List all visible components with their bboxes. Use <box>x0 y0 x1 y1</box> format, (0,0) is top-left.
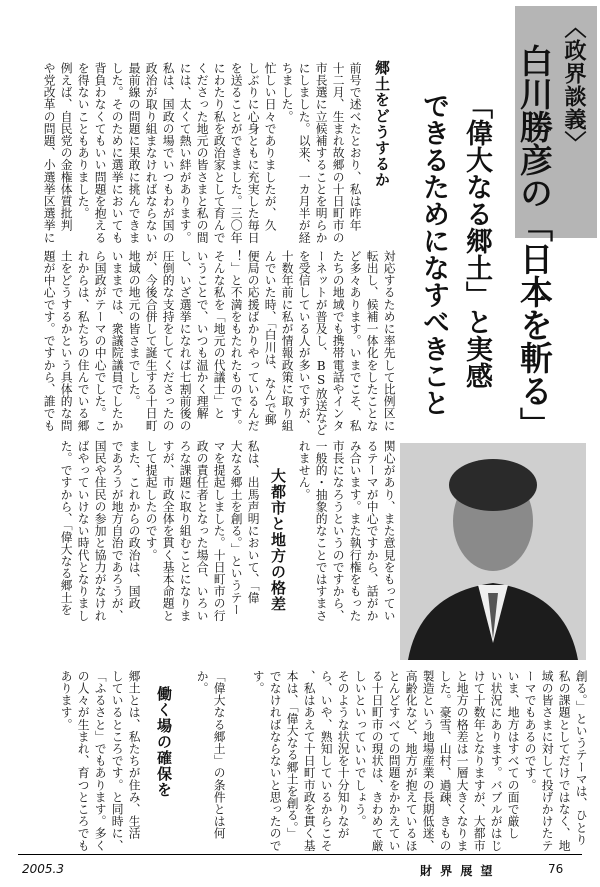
text-line: しているところです。と同時に、 <box>110 670 125 852</box>
text-line: 便局の応援ばかりやっているんだ <box>246 250 261 432</box>
text-line: 高齢化など、地方が抱えているほ <box>404 670 419 852</box>
portrait-image <box>400 443 586 660</box>
text-line: る十日町市の現状は、きわめて厳 <box>370 670 385 852</box>
text-line: あります。 <box>59 670 74 731</box>
text-line: ちました。 <box>280 62 295 123</box>
text-line: 忙しい日々でありましたが、久 <box>263 62 278 232</box>
text-line: した。そのために選挙においても <box>110 62 125 244</box>
text-line: たちの地域でも携帯電話やインタ <box>331 250 346 432</box>
series-label: 〈政界談義〉 <box>561 16 586 154</box>
article-subtitle-1: 「偉大なる郷土」と実感 <box>461 92 492 389</box>
text-line: ら国政がテーマの中心でした。こ <box>93 250 108 432</box>
text-line: 製造という地場産業の長期低迷、 <box>421 670 436 852</box>
text-line: 「ふるさと」でもあります。多く <box>93 670 108 852</box>
text-line: れからは、私たちの住んでいる郷 <box>76 250 91 432</box>
article-subtitle-2: できるためになすべきこと <box>418 92 449 416</box>
text-line: には、太くて熱い絆があります。 <box>178 62 193 244</box>
text-line: 転出し、候補一体化をしたことな <box>365 250 380 432</box>
text-line: 土をどうするかという具体的な問 <box>59 250 74 432</box>
text-line: にしました。以来、一カ月半が経 <box>297 62 312 244</box>
text-line: を得ないこともありました。 <box>76 62 91 220</box>
text-line: るテーマが中心ですから、話がか <box>365 440 380 622</box>
text-line: 関心があり、また意見をもってい <box>382 440 397 622</box>
text-line: ばやっていけない時代となりまし <box>76 440 91 622</box>
page-number: 76 <box>548 862 564 876</box>
text-line: すが、市政全体を貫く基本命題と <box>161 440 176 622</box>
text-line: を送ることができました。三〇年 <box>229 62 244 244</box>
text-line: の人々が生まれ、育つところでも <box>76 670 91 852</box>
text-line: 一般的・抽象的なことではすまさ <box>314 440 329 622</box>
text-line: 私は、出馬声明において、「偉 <box>246 440 261 604</box>
text-line: 対応するために率先して比例区に <box>382 250 397 432</box>
text-line: を受信している人が多いですが、 <box>297 250 312 432</box>
text-line: 例えば、自民党の金権体質批判 <box>59 62 74 232</box>
text-line: み合います。また執行権をもった <box>348 440 363 622</box>
text-line: ろな課題に取り組むことになりま <box>178 440 193 622</box>
text-line: れません。 <box>297 440 312 501</box>
text-line: んでいた時、「白川は、なんで郵 <box>263 250 278 426</box>
text-line: 題が中心です。ですから、誰でも <box>42 250 57 432</box>
text-line: いま、地方はすべての面で厳し <box>506 670 521 840</box>
text-line: でなければならないと思ったので <box>268 670 283 852</box>
text-line: そんな私を「地元の代議士」と <box>212 250 227 420</box>
text-line: しいといっていいでしょう。 <box>353 670 368 828</box>
text-line: 、私はあえて十日町市政を貫く基 <box>302 670 317 852</box>
section-heading-1: 郷土をどうするか <box>373 60 391 188</box>
text-line: いままでは、衆議院議員でしたか <box>110 250 125 432</box>
text-line: にわたり私を政治家として育んで <box>212 62 227 244</box>
text-line: 背負わなくてもいい問題を抱える <box>93 62 108 244</box>
text-line: ！」と不満をもたれたものです。 <box>229 250 244 432</box>
text-line: 私の課題としてだけではなく、地 <box>557 670 572 852</box>
text-line: そのような状況を十分知りなが <box>336 670 351 840</box>
text-line: ら、いや、熟知しているからこそ <box>319 670 334 852</box>
text-line: 市長選に立候補することを明らか <box>314 62 329 244</box>
text-line: ーネットが普及し、BS放送など <box>314 250 329 436</box>
text-line: 最前線の問題に果敢に挑んできま <box>127 62 142 244</box>
footer-rule <box>18 854 582 855</box>
text-line: と地方の格差は一層大きくなりま <box>455 670 470 852</box>
text-line: 域の皆さまに対して投げかけたテ <box>540 670 555 852</box>
text-line: ど多々あります。いまでこそ、私 <box>348 250 363 432</box>
text-line: た。ですから、「偉大なる郷土を <box>59 440 74 616</box>
article-title: 白川勝彦の「日本を斬る」 <box>515 44 554 440</box>
text-line: 地域の地元の皆さまでした。 <box>127 250 142 408</box>
text-line: しぶりに心身ともに充実した毎日 <box>246 62 261 244</box>
text-line: 十数年前に私が情報政策に取り組 <box>280 250 295 432</box>
text-line: ーマでもあるのです。 <box>523 670 538 791</box>
text-line: し、いざ選挙になれば七割前後の <box>178 250 193 432</box>
text-line: いうことで、いつも温かく理解 <box>195 250 210 420</box>
text-line: か。 <box>195 670 210 695</box>
text-line: 「偉大なる郷土」の条件とは何 <box>212 670 227 840</box>
text-line: い状況にあります。バブルがはじ <box>489 670 504 852</box>
text-line: 市長になろうというのですから、 <box>331 440 346 622</box>
text-line: けて十数年となりますが、大都市 <box>472 670 487 852</box>
text-line: 国民や住民の参加と協力がなけれ <box>93 440 108 622</box>
text-line: 政の責任者となった場合、いろい <box>195 440 210 622</box>
text-line: 前号で述べたとおり、私は昨年 <box>348 62 363 232</box>
text-line: 郷土とは、私たちが住み、生活 <box>127 670 142 840</box>
text-line: や党改革の問題、小選挙区選挙に <box>42 62 57 244</box>
magazine-name: 財 界 展 望 <box>420 864 495 878</box>
section-heading-2: 大都市と地方の格差 <box>269 468 287 612</box>
text-line: 圧倒的な支持をしてくださったの <box>161 250 176 432</box>
text-line: であろうが地方自治であろうが、 <box>110 440 125 622</box>
text-line: した。豪雪、山村、過疎、きもの <box>438 670 453 852</box>
text-line: 政治が取り組まなければならない <box>144 62 159 244</box>
text-line: 本は、「偉大なる郷土を創る。」 <box>285 670 300 840</box>
text-line: す。 <box>251 670 266 695</box>
section-heading-3: 働く場の確保を <box>155 686 173 798</box>
text-line: 創る。」というテーマは、ひとり <box>574 670 589 846</box>
text-line: 十二月、生まれ故郷の十日町市の <box>331 62 346 244</box>
issue-date: 2005.3 <box>22 862 64 876</box>
text-line: 私は、国政の場でいつもわが国の <box>161 62 176 244</box>
text-line: が、今後合併して誕生する十日町 <box>144 250 159 432</box>
author-photo <box>400 443 586 660</box>
text-line: とんどすべての問題をかかえてい <box>387 670 402 852</box>
text-line: また、これからの政治は、国政 <box>127 440 142 610</box>
text-line: くださった地元の皆さまと私の間 <box>195 62 210 244</box>
text-line: 大なる郷土を創る。」というテー <box>229 440 244 616</box>
text-line: マを提起しました。十日町市の行 <box>212 440 227 622</box>
text-line: して提起したのです。 <box>144 440 159 561</box>
